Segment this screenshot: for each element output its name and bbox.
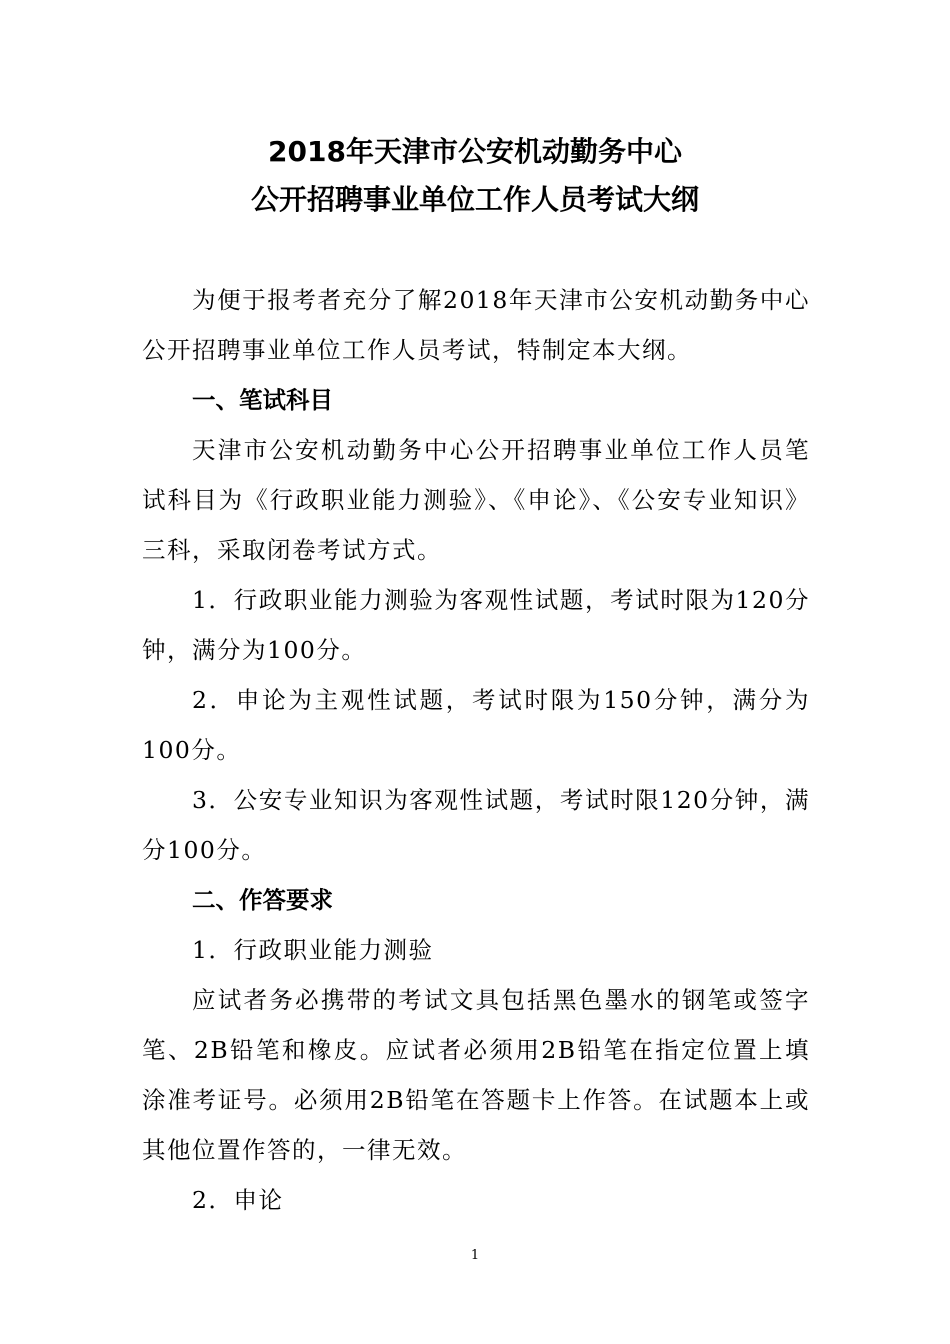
intro-paragraph: 为便于报考者充分了解2018年天津市公安机动勤务中心公开招聘事业单位工作人员考试，特制定本大纲。 xyxy=(142,286,810,364)
document-title-line-1: 2018年天津市公安机动勤务中心 xyxy=(268,135,682,168)
document-body xyxy=(142,275,810,1225)
page-number: 1 xyxy=(470,1248,480,1263)
section-1-paragraph: 天津市公安机动勤务中心公开招聘事业单位工作人员笔试科目为《行政职业能力测验》、《申论》、《公安专业知识》三科，采取闭卷考试方式。 xyxy=(142,436,810,564)
section-2-subheading-2: 2．申论 xyxy=(192,1186,284,1214)
section-1-heading: 一、笔试科目 xyxy=(192,386,333,414)
document-title-line-2: 公开招聘事业单位工作人员考试大纲 xyxy=(250,183,699,216)
section-2-heading: 二、作答要求 xyxy=(192,886,333,914)
section-1-item-2: 2．申论为主观性试题，考试时限为150分钟，满分为100分。 xyxy=(142,686,810,764)
section-2-paragraph-1: 应试者务必携带的考试文具包括黑色墨水的钢笔或签字笔、2B铅笔和橡皮。应试者必须用2B铅笔在指定位置上填涂准考证号。必须用2B铅笔在答题卡上作答。在试题本上或其他位置作答的，一律无效。 xyxy=(142,986,810,1164)
section-1-item-3: 3．公安专业知识为客观性试题，考试时限120分钟，满分100分。 xyxy=(142,786,810,864)
section-1-item-1: 1．行政职业能力测验为客观性试题，考试时限为120分钟，满分为100分。 xyxy=(142,586,810,664)
section-2-subheading-1: 1．行政职业能力测验 xyxy=(192,936,434,964)
